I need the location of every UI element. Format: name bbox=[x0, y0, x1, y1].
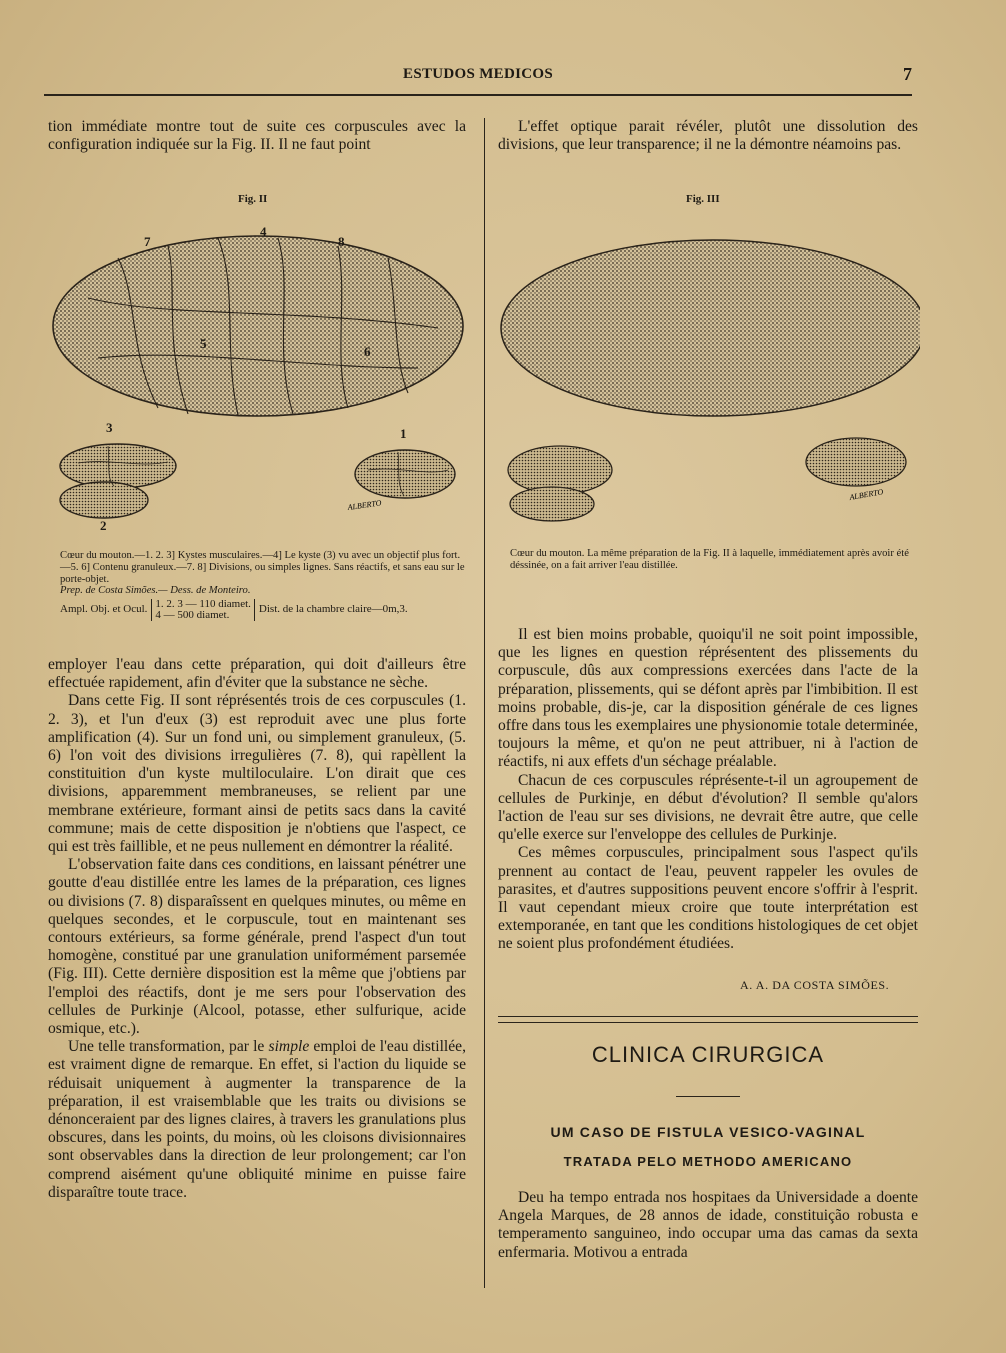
ampl-label: Ampl. Obj. et Ocul. bbox=[60, 603, 148, 616]
column-divider bbox=[484, 118, 485, 1288]
title-rule bbox=[676, 1096, 740, 1097]
paragraph: employer l'eau dans cette préparation, qui doit d'ailleurs être effectuée rapidement, afin d'éviter que la substance ne sèche. bbox=[48, 656, 466, 692]
journal-title: ESTUDOS MEDICOS bbox=[403, 66, 553, 82]
caption-credits: Prep. de Costa Simões.— Dess. de Monteiro. bbox=[60, 585, 251, 597]
figure-2-caption bbox=[60, 550, 466, 621]
cyst-1 bbox=[355, 450, 455, 498]
right-column-top bbox=[498, 118, 918, 154]
cyst-2 bbox=[60, 482, 148, 518]
header-rule bbox=[44, 94, 912, 96]
article-title: UM CASO DE FISTULA VESICO-VAGINAL bbox=[550, 1124, 866, 1140]
distance-note: Dist. de la chambre claire—0m,3. bbox=[258, 603, 408, 616]
ampl-b: 4 — 500 diamet. bbox=[155, 609, 230, 622]
figure-2-label: Fig. II bbox=[238, 193, 268, 205]
article-subtitle: TRATADA PELO METHODO AMERICANO bbox=[563, 1154, 853, 1169]
paragraph: Dans cette Fig. II sont réprésentés trois de ces corpuscules (1. 2. 3), et l'un d'eux (3) est reproduit avec une plus forte amplification (4). Sur un fond uni, ou simplement granuleux, (5. 6) l'on voit des divisions irregulières (7. 8), qui rapèllent la constituition d'un kyste multiloculaire. L'on dirait que ces divisions, apparemment membraneuses, se relient par une membrane extérieure, formant ainsi de petits sacs dans la cavité commune; mais de cette disposition je n'obtiens que l'aspect, ce qui est très faillible, et ne peus nullement en démontrer la réalité. bbox=[48, 692, 466, 856]
fig-number-8: 8 bbox=[338, 234, 345, 249]
section-title: CLINICA CIRURGICA bbox=[591, 1042, 825, 1067]
figure-2-illustration bbox=[48, 218, 468, 536]
author-signature: A. A. DA COSTA SIMÕES. bbox=[740, 978, 890, 992]
caption-text: Cœur du mouton. La même préparation de la Fig. II à laquelle, immédiatement après avoir été déssinée, on a fait arriver l'eau distillée. bbox=[510, 548, 909, 571]
paragraph: tion immédiate montre tout de suite ces corpuscules avec la configuration indiquée sur la Fig. II. Il ne faut point bbox=[48, 118, 466, 154]
ampl-values bbox=[151, 599, 255, 621]
fig-number-2: 2 bbox=[100, 518, 107, 533]
figure-3-illustration bbox=[500, 222, 920, 522]
section-separator bbox=[498, 1016, 918, 1023]
caption-text: Cœur du mouton.—1. 2. 3] Kystes musculaires.—4] Le kyste (3) vu avec un objectif plus fort.—5. 6] Contenu granuleux.—7. 8] Divisions, ou simples lignes. Sans réactifs, et sans eau sur le porte-objet. bbox=[60, 550, 465, 585]
emphasis: simple bbox=[268, 1038, 310, 1056]
corpuscle-large bbox=[501, 240, 920, 416]
text-run: emploi de l'eau distillée, est vraiment digne de remarque. En effet, si l'action du liquide se réduisait uniquement à augmenter la transparence de la préparation, il est vraisemblable que les traits ou divisions se dénonceraient par des lignes claires, à travers les granulations plus obscures, dans les points, du moins, où les cloisons divisionnaires sont observables dans la direction de leur prolongement; car l'on comprend aisément qu'une obliquité minime en puisse faire disparaître toute trace. bbox=[48, 1038, 466, 1201]
left-column-body bbox=[48, 656, 466, 1202]
corpuscle-small-2 bbox=[510, 487, 594, 521]
paragraph bbox=[48, 1038, 466, 1202]
paragraph: Ces mêmes corpuscules, principalment sous l'aspect qu'ils prennent au contact de l'eau, peuvent rappeler les ovules de parasites, et d'autres suppositions peuvent encore s'offrir à l'esprit. Il vaut cependant mieux croire que toute interprétation est extemporanée, en tant que les conditions histologiques de cet objet ne soient plus profondément étudiées. bbox=[498, 844, 918, 953]
artist-signature: ALBERTO bbox=[347, 498, 383, 512]
amplification-note bbox=[60, 599, 466, 621]
corpuscle-small-3 bbox=[806, 438, 906, 486]
paragraph: Il est bien moins probable, quoiqu'il ne soit point impossible, que les lignes en question réprésentent des plissements du corpuscule, dûs aux compressions exercées dans l'acte de la préparation, plissements, qui se défont après par l'imbibition. Il est moins probable, dis-je, car la disposition générale de ces lignes offre dans tous les exemplaires une physionomie totale determinée, toujours la même, et qu'on ne peut attribuer, ni à l'action de réactifs, ni aux effets d'un séchage préalable. bbox=[498, 626, 918, 771]
left-column-top bbox=[48, 118, 466, 154]
fig-number-6: 6 bbox=[364, 344, 371, 359]
fig-number-3: 3 bbox=[106, 420, 113, 435]
article-body bbox=[498, 1189, 918, 1262]
paragraph: Chacun de ces corpuscules réprésente-t-il un agroupement de cellules de Purkinje, en début d'évolution? Il semble qu'alors l'action de l'eau sur ses divisions, ne devrait être autre, que celle qu'elle exerce sur l'enveloppe des cellules de Purkinje. bbox=[498, 771, 918, 844]
paragraph: Deu ha tempo entrada nos hospitaes da Universidade a doente Angela Marques, de 28 annos de idade, constituição robusta e temperamento sanguineo, indo occupar uma das camas da sexta enfermaria. Motivou a entrada bbox=[498, 1189, 918, 1261]
text-run: Une telle transformation, par le bbox=[68, 1038, 265, 1056]
fig-number-4: 4 bbox=[260, 224, 267, 239]
fig-number-1: 1 bbox=[400, 426, 407, 441]
ampl-a: 1. 2. 3 — 110 diamet. bbox=[155, 598, 251, 611]
page-number: 7 bbox=[903, 64, 912, 84]
fig-number-7: 7 bbox=[144, 234, 151, 249]
paragraph: L'effet optique parait révéler, plutôt une dissolution des divisions, que leur transparence; il ne la démontre néamoins pas. bbox=[498, 118, 918, 154]
cyst-4-large bbox=[53, 236, 463, 416]
cyst-3 bbox=[60, 444, 176, 488]
paragraph: L'observation faite dans ces conditions, en laissant pénétrer une goutte d'eau distillée entre les lames de la préparation, ces lignes ou divisions (7. 8) disparaîssent en quelques minutes, ou même en quelques secondes, et le corpuscule, tout en maintenant ses contours extérieurs, sa forme générale, prend l'aspect d'un tout homogène, constitué par une granulation uniformément parsemée (Fig. III). Cette dernière disposition est la même que j'obtiens par l'emploi des réactifs, dont je me sers pour l'observation des cellules de Purkinje (Alcool, potasse, ether sulfurique, acide osmique, etc.). bbox=[48, 856, 466, 1038]
figure-3-caption bbox=[510, 548, 918, 572]
fig-number-5: 5 bbox=[200, 336, 207, 351]
figure-3-label: Fig. III bbox=[686, 193, 720, 205]
artist-signature: ALBERTO bbox=[848, 487, 884, 502]
running-header bbox=[44, 66, 912, 90]
right-column-body bbox=[498, 626, 918, 954]
